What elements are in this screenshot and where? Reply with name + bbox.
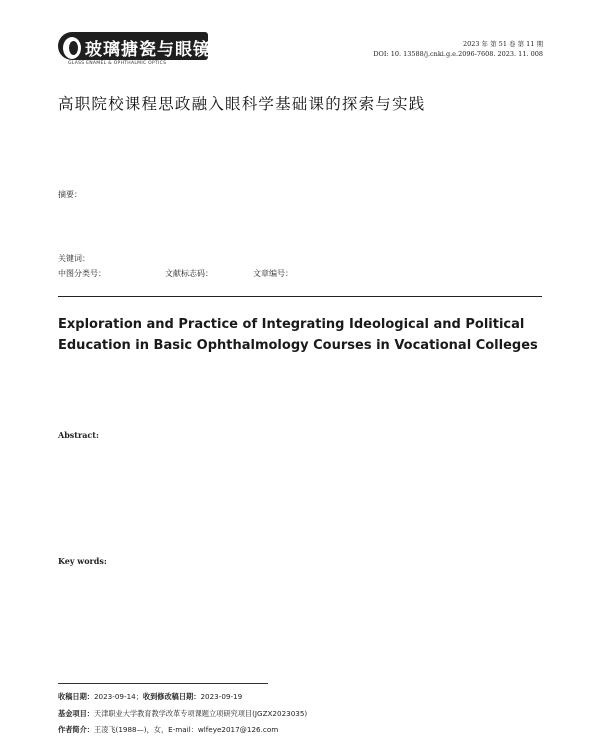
clc-label: 中图分类号： [58,269,106,278]
classification-row [58,268,558,280]
title-en-line-2: Education in Basic Ophthalmology Courses in Vocational Colleges [58,338,538,353]
article-title-en [58,314,558,356]
issue-line: 2023 年 第 51 卷 第 11 期 [462,40,543,48]
article-title-cn: 高职院校课程思政融入眼科学基础课的探索与实践 [58,95,426,113]
footnote-author [58,725,278,735]
fund-label: 基金项目： [58,709,94,718]
keywords-en-label: Key words: [58,556,107,566]
footnote-divider [58,683,268,684]
author-label: 作者简介： [58,725,94,734]
article-no-label: 文章编号： [253,269,293,278]
footnote-dates [58,692,242,702]
journal-name-cn: 玻璃搪瓷与眼镜 [85,40,211,60]
eye-icon [63,37,81,59]
revised-value: 2023-09-19 [200,692,243,701]
logo-badge [58,32,211,60]
keywords-cn-label: 关键词： [58,254,90,263]
footnote-fund [58,709,307,719]
title-en-line-1: Exploration and Practice of Integrating Ideological and Political [58,317,525,332]
doc-code-label: 文献标志码： [165,269,213,278]
abstract-en-label: Abstract: [58,430,99,440]
abstract-cn-label: 摘要： [58,190,82,199]
revised-label: 收到修改稿日期： [142,692,201,701]
received-value: 2023-09-14； [93,692,143,701]
issue-info [303,40,543,59]
journal-logo [58,30,211,66]
section-divider [58,296,542,297]
fund-value: 天津职业大学教育教学改革专项课题立项研究项目(JGZX2023035) [93,709,308,718]
author-value: 王凌飞(1988—)，女，E-mail：wlfeye2017@126.com [93,725,279,734]
received-label: 收稿日期： [58,692,94,701]
doi-line: DOI: 10. 13588/j.cnki.g.e.2096-7608. 2023. 11. 008 [373,49,543,58]
journal-name-en: GLASS ENAMEL & OPHTHALMIC OPTICS [68,61,167,66]
